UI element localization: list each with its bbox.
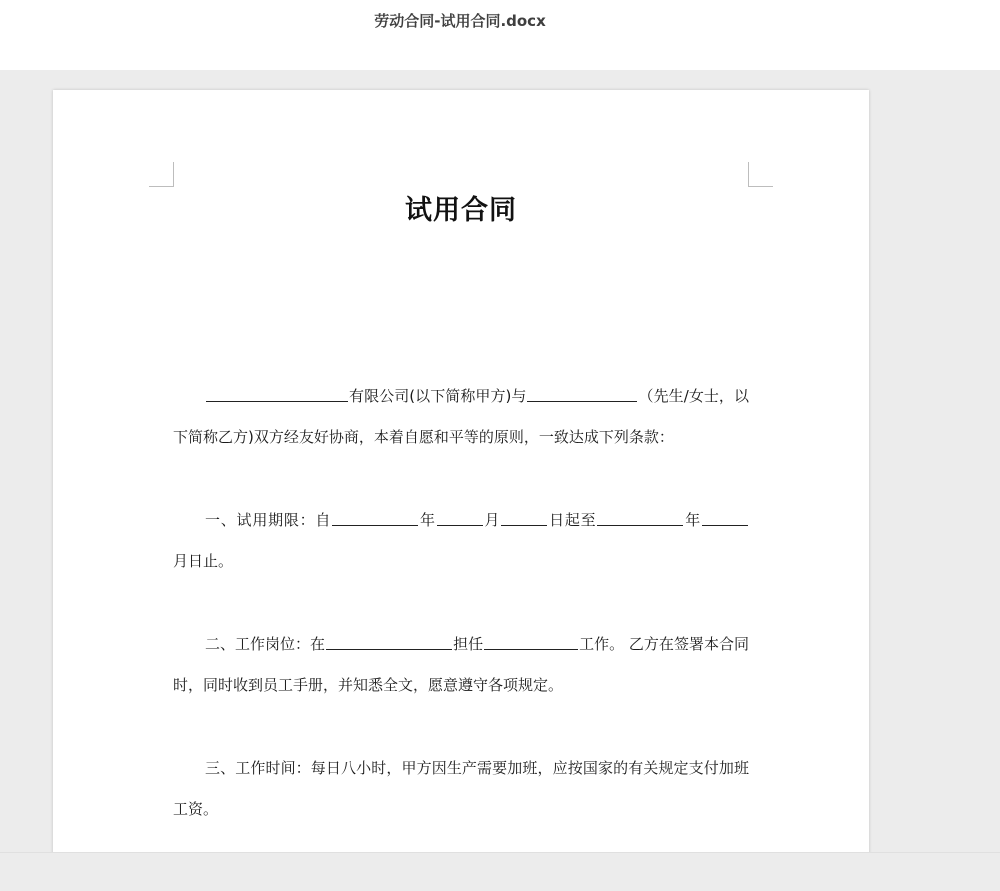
clause-3-text-1: 三、工作时间：每日八小时，甲方因生产需要加班，应按国家的有关规定支付加班工资。 (173, 759, 749, 818)
margin-corner-top-left (149, 162, 174, 187)
file-title: 劳动合同-试用合同.docx (374, 12, 546, 30)
document-page[interactable] (53, 90, 869, 852)
clause-2-paragraph (173, 624, 749, 706)
margin-corner-top-right (748, 162, 773, 187)
title-bar (0, 0, 1000, 70)
document-canvas[interactable] (0, 70, 1000, 852)
clause-3-paragraph (173, 748, 749, 830)
start-year-blank[interactable] (332, 510, 418, 526)
clause-1-text-4: 日起至 (548, 511, 597, 529)
clause-2-text-1: 二、工作岗位：在 (205, 635, 326, 653)
clause-2-text-2: 担任 (453, 635, 484, 653)
intro-text-1: 有限公司(以下简称甲方)与 (349, 387, 527, 405)
start-month-blank[interactable] (437, 510, 483, 526)
clause-1-text-2: 年 (419, 511, 436, 529)
company-name-blank[interactable] (206, 386, 348, 402)
intro-text-2: （先生/女士，以下简称乙方)双方经友好协商，本着自愿和平等的原则，一致达成下列条款： (173, 387, 749, 446)
document-title: 试用合同 (405, 195, 517, 226)
clause-1-paragraph (173, 500, 749, 582)
department-blank[interactable] (326, 634, 452, 650)
bottom-bar (0, 852, 1000, 891)
end-month-blank[interactable] (702, 510, 748, 526)
clause-1-text-1: 一、试用期限：自 (205, 511, 332, 529)
clause-1-text-5: 年 (684, 511, 701, 529)
intro-paragraph (173, 376, 749, 458)
clause-1-text-3: 月 (483, 511, 501, 529)
document-body[interactable] (173, 376, 749, 852)
end-year-blank[interactable] (597, 510, 683, 526)
employee-name-blank[interactable] (527, 386, 637, 402)
clause-1-text-6: 月日止。 (173, 552, 234, 570)
clause-2-text-3: 工作。 乙方在签署本合同时，同时收到员工手册，并知悉全文，愿意遵守各项规定。 (173, 635, 749, 694)
position-blank[interactable] (484, 634, 578, 650)
start-day-blank[interactable] (501, 510, 547, 526)
